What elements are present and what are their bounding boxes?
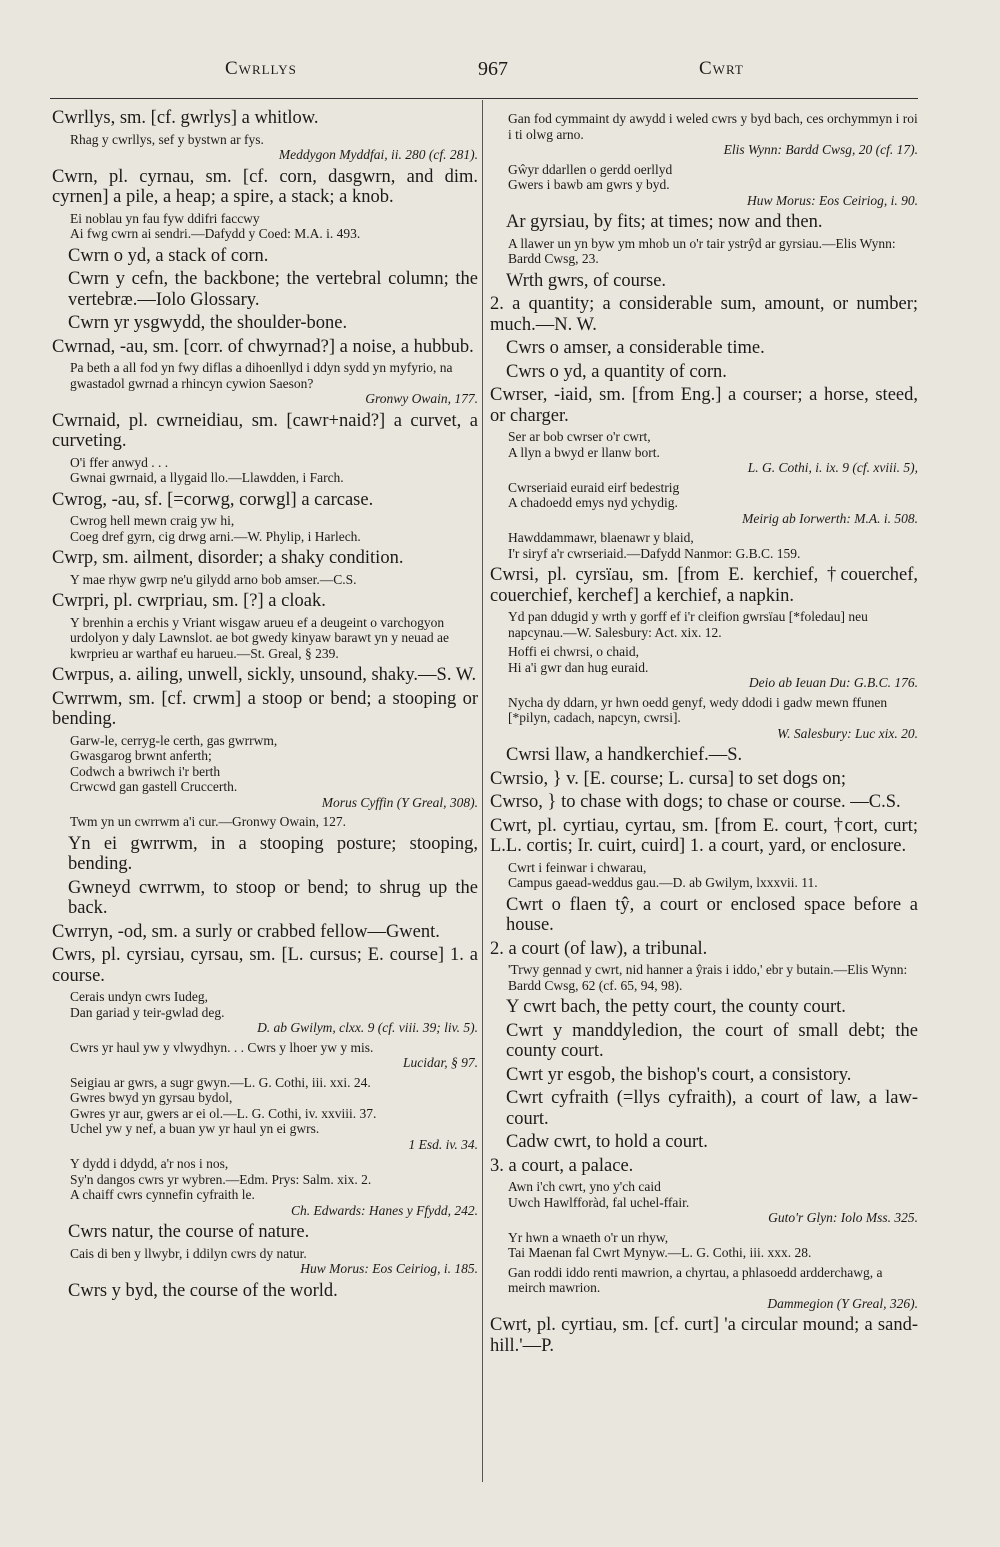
quote-line: Gwasgarog brwnt anferth; — [70, 748, 212, 763]
citation-quote — [52, 1156, 478, 1218]
quote-line: Gan fod cymmaint dy awydd i weled cwrs y byd bach, ces orchymmyn i roi i ti olwg arno. — [508, 111, 918, 142]
dictionary-entry: Cwrsi, pl. cyrsïau, sm. [from E. kerchief, †couerchef, couerchief, kerchef] a kerchief, a napkin. — [490, 565, 918, 606]
quote-line: Hi a'i gwr dan hug euraid. — [508, 659, 649, 675]
quote-line: Ser ar bob cwrser o'r cwrt, — [508, 429, 651, 444]
dictionary-entry: Cwrp, sm. ailment, disorder; a shaky condition. — [52, 548, 404, 568]
quote-line: Gan roddi iddo renti mawrion, a chyrtau, a phlasoedd ardderchawg, a meirch mawrion. — [508, 1264, 883, 1295]
quote-line: Crwcwd gan gastell Cruccerth. — [70, 779, 238, 794]
quote-line: Yr hwn a wnaeth o'r un rhyw, — [508, 1229, 669, 1245]
citation-quote — [490, 530, 918, 561]
quote-line: Campus gaead-weddus gau.—D. ab Gwilym, lxxxvii. 11. — [508, 875, 818, 890]
quote-line: Y mae rhyw gwrp ne'u gilydd arno bob amser.—C.S. — [70, 571, 357, 587]
quote-line: Cwrog hell mewn craig yw hi, — [70, 513, 235, 528]
quote-line: Cais di ben y llwybr, i ddilyn cwrs dy natur. — [70, 1245, 307, 1261]
quote-source: Meirig ab Iorwerth: M.A. i. 508. — [742, 510, 918, 526]
quote-line: Cwrs yr haul yw y vlwydhyn. . . Cwrs y lhoer yw y mis. — [70, 1039, 374, 1055]
dictionary-entry: Cwrpri, pl. cwrpriau, sm. [?] a cloak. — [52, 591, 326, 611]
citation-quote — [490, 429, 918, 476]
sub-entry: Ar gyrsiau, by fits; at times; now and then. — [506, 212, 823, 232]
citation-quote — [52, 615, 478, 662]
header-rule — [50, 98, 918, 99]
left-column — [52, 108, 478, 1488]
quote-line: A llyn a bwyd er llanw bort. — [508, 444, 660, 460]
quote-line: Gŵyr ddarllen o gerdd oerllyd — [508, 161, 673, 177]
sub-entry: Cwrt y manddyledion, the court of small debt; the county court. — [506, 1020, 918, 1061]
quote-source: Guto'r Glyn: Iolo Mss. 325. — [768, 1210, 918, 1225]
quote-line: Pa beth a all fod yn fwy diflas a dihoenllyd i ddyn sydd yn myfyrio, na gwastadol gwrnad a rhincyn cywion Saeson? — [70, 360, 453, 391]
sub-entry: Gwneyd cwrrwm, to stoop or bend; to shrug up the back. — [68, 877, 478, 918]
sub-entry: Y cwrt bach, the petty court, the county court. — [506, 997, 846, 1017]
sub-entry: Cwrt yr esgob, the bishop's court, a consistory. — [506, 1064, 852, 1085]
sub-entry: Wrth gwrs, of course. — [506, 270, 667, 291]
sub-entry: Cwrs o amser, a considerable time. — [506, 338, 765, 358]
quote-line: Garw-le, cerryg-le certh, gas gwrrwm, — [70, 732, 278, 748]
citation-quote — [52, 513, 478, 544]
column-divider — [482, 100, 483, 1482]
dictionary-entry: Cwrt, pl. cyrtiau, cyrtau, sm. [from E. court, †cort, curt; L.L. cortis; Ir. cuirt, cuird] 1. a court, yard, or enclosure. — [490, 815, 918, 856]
sub-entry: Cwrn yr ysgwydd, the shoulder-bone. — [68, 313, 348, 333]
quote-source: Dammegion (Y Greal, 326). — [767, 1295, 918, 1311]
dictionary-entry: Cwrpus, a. ailing, unwell, sickly, unsound, shaky.—S. W. — [52, 665, 477, 685]
quote-line: Twm yn un cwrrwm a'i cur.—Gronwy Owain, 127. — [70, 814, 346, 829]
quote-source: Deio ab Ieuan Du: G.B.C. 176. — [748, 675, 918, 690]
quote-line: Dan gariad y teir-gwlad deg. — [70, 1004, 225, 1020]
quote-source: Morus Cyffin (Y Greal, 308). — [321, 794, 478, 810]
quote-line: Gwnai gwrnaid, a llygaid llo.—Llawdden, i Farch. — [70, 470, 344, 485]
sub-entry: Yn ei gwrrwm, in a stooping posture; stooping, bending. — [68, 833, 478, 874]
citation-quote — [490, 1179, 918, 1226]
dictionary-entry: Cwrrwm, sm. [cf. crwm] a stoop or bend; a stooping or bending. — [52, 688, 478, 729]
citation-quote — [52, 1075, 478, 1153]
sub-entry: Cwrs natur, the course of nature. — [68, 1222, 310, 1242]
page-number: 967 — [478, 58, 508, 80]
citation-quote — [52, 814, 478, 830]
citation-quote — [490, 962, 918, 993]
quote-source: Gronwy Owain, 177. — [365, 391, 478, 406]
citation-quote — [490, 609, 918, 640]
citation-quote — [490, 695, 918, 742]
quote-line: O'i ffer anwyd . . . — [70, 454, 169, 470]
quote-line: Uwch Hawlfforàd, fal uchel-ffair. — [508, 1194, 690, 1210]
citation-quote — [490, 162, 918, 209]
citation-quote — [52, 572, 478, 588]
quote-source: Ch. Edwards: Hanes y Ffydd, 242. — [291, 1202, 478, 1218]
dictionary-entry: Cwrsio, } v. [E. course; L. cursa] to set dogs on; — [490, 768, 847, 789]
quote-line: Hawddammawr, blaenawr y blaid, — [508, 530, 694, 545]
right-column — [490, 108, 918, 1488]
citation-quote — [52, 132, 478, 163]
citation-quote — [52, 455, 478, 486]
quote-line: Gwres bwyd yn gyrsau bydol, — [70, 1090, 233, 1105]
citation-quote — [490, 480, 918, 527]
citation-quote — [490, 236, 918, 267]
quote-line: Ai fwg cwrn ai sendri.—Dafydd y Coed: M.A. i. 493. — [70, 226, 361, 241]
dictionary-entry: Cwrnaid, pl. cwrneidiau, sm. [cawr+naid?] a curvet, a curveting. — [52, 410, 478, 451]
dictionary-entry: 3. a court, a palace. — [490, 1155, 634, 1176]
sub-entry: Cadw cwrt, to hold a court. — [506, 1132, 708, 1152]
sub-entry: Cwrsi llaw, a handkerchief.—S. — [506, 745, 743, 765]
quote-line: Hoffi ei chwrsi, o chaid, — [508, 644, 639, 659]
sub-entry: Cwrs o yd, a quantity of corn. — [506, 361, 727, 382]
dictionary-entry: Cwrnad, -au, sm. [corr. of chwyrnad?] a noise, a hubbub. — [52, 336, 474, 357]
quote-line: Y brenhin a erchis y Vriant wisgaw arueu ef a deugeint o varchogyon urdolyon y daly Lawnslot. ae bot gwedy kinyaw barawt yn y neuad ae kwrprieu ar warthaf eu harueu.—St. Greal, § 239. — [70, 614, 450, 661]
quote-source: 1 Esd. iv. 34. — [408, 1136, 478, 1152]
sub-entry: Cwrt cyfraith (=llys cyfraith), a court of law, a law-court. — [506, 1088, 918, 1129]
citation-quote — [52, 211, 478, 242]
quote-line: I'r siryf a'r cwrseriaid.—Dafydd Nanmor: G.B.C. 159. — [508, 545, 801, 561]
dictionary-entry: Cwrryn, -od, sm. a surly or crabbed fellow—Gwent. — [52, 921, 440, 942]
dictionary-entry: Cwrllys, sm. [cf. gwrlys] a whitlow. — [52, 108, 319, 128]
quote-line: Cwrseriaid euraid eirf bedestrig — [508, 479, 680, 495]
quote-source: Elis Wynn: Bardd Cwsg, 20 (cf. 17). — [723, 142, 918, 157]
citation-quote — [490, 1265, 918, 1312]
quote-source: Huw Morus: Eos Ceiriog, i. 90. — [746, 192, 918, 208]
quote-line: 'Trwy gennad y cwrt, nid hanner a ŷrais i iddo,' ebr y butain.—Elis Wynn: Bardd Cwsg, 62 (cf. 65, 94, 98). — [508, 962, 908, 993]
citation-quote — [490, 644, 918, 691]
dictionary-entry: 2. a court (of law), a tribunal. — [490, 938, 708, 959]
quote-line: Tai Maenan fal Cwrt Mynyw.—L. G. Cothi, iii. xxx. 28. — [508, 1245, 812, 1260]
quote-source: W. Salesbury: Luc xix. 20. — [777, 725, 918, 741]
citation-quote — [52, 989, 478, 1036]
quote-source: L. G. Cothi, i. ix. 9 (cf. xviii. 5), — [747, 460, 918, 475]
running-head-right: Cwrt — [699, 58, 744, 79]
citation-quote — [490, 1230, 918, 1261]
quote-line: Seigiau ar gwrs, a sugr gwyn.—L. G. Cothi, iii. xxi. 24. — [70, 1074, 371, 1090]
dictionary-entry: 2. a quantity; a considerable sum, amount, or number; much.—N. W. — [490, 294, 918, 335]
running-head-left: Cwrllys — [225, 58, 297, 79]
citation-quote — [490, 860, 918, 891]
sub-entry: Cwrn y cefn, the backbone; the vertebral column; the vertebræ.—Iolo Glossary. — [68, 269, 478, 310]
quote-line: Cerais undyn cwrs Iudeg, — [70, 989, 208, 1004]
quote-line: Rhag y cwrllys, sef y bystwn ar fys. — [70, 131, 264, 147]
quote-line: A llawer un yn byw ym mhob un o'r tair ystrŷd ar gyrsiau.—Elis Wynn: Bardd Cwsg, 23. — [508, 235, 896, 266]
quote-line: A chadoedd emys nyd ychydig. — [508, 495, 678, 510]
citation-quote — [52, 1246, 478, 1277]
quote-line: Gwers i bawb am gwrs y byd. — [508, 177, 670, 192]
sub-entry: Cwrs y byd, the course of the world. — [68, 1280, 338, 1301]
dictionary-entry: Cwrog, -au, sf. [=corwg, corwgl] a carcase. — [52, 489, 374, 510]
dictionary-entry: Cwrn, pl. cyrnau, sm. [cf. corn, dasgwrn, and dim. cyrnen] a pile, a heap; a spire, a stack; a knob. — [52, 166, 478, 207]
quote-line: Gwres yr aur, gwers ar ei ol.—L. G. Cothi, iv. xxviii. 37. — [70, 1105, 377, 1121]
quote-line: A chaiff cwrs cynnefin cyfraith le. — [70, 1187, 255, 1202]
citation-quote — [52, 733, 478, 811]
quote-source: Lucidar, § 97. — [402, 1055, 478, 1070]
citation-quote — [52, 1040, 478, 1071]
quote-line: Y dydd i ddydd, a'r nos i nos, — [70, 1156, 229, 1171]
quote-line: Yd pan ddugid y wrth y gorff ef i'r cleifion gwrsïau [*foledau] neu napcynau.—W. Salesbury: Act. xix. 12. — [508, 609, 868, 640]
quote-line: Coeg dref gyrn, cig drwg arni.—W. Phylip, i Harlech. — [70, 528, 361, 544]
dictionary-entry: Cwrs, pl. cyrsiau, cyrsau, sm. [L. cursus; E. course] 1. a course. — [52, 945, 478, 986]
quote-line: Uchel yw y nef, a buan yw yr haul yn ei gwrs. — [70, 1121, 320, 1136]
citation-quote — [490, 111, 918, 158]
dictionary-entry: Cwrser, -iaid, sm. [from Eng.] a courser; a horse, steed, or charger. — [490, 385, 918, 426]
sub-entry: Cwrt o flaen tŷ, a court or enclosed space before a house. — [506, 894, 918, 935]
quote-line: Awn i'ch cwrt, yno y'ch caid — [508, 1179, 661, 1194]
quote-source: D. ab Gwilym, clxx. 9 (cf. viii. 39; liv. 5). — [257, 1020, 478, 1035]
quote-line: Cwrt i feinwar i chwarau, — [508, 859, 647, 875]
quote-line: Nycha dy ddarn, yr hwn oedd genyf, wedy ddodi i gadw mewn ffunen [*pilyn, cadach, napcyn, cwrsi]. — [508, 694, 888, 725]
quote-line: Codwch a bwriwch i'r berth — [70, 763, 221, 779]
dictionary-entry: Cwrso, } to chase with dogs; to chase or course. —C.S. — [490, 792, 901, 812]
citation-quote — [52, 360, 478, 407]
sub-entry: Cwrn o yd, a stack of corn. — [68, 245, 269, 266]
quote-line: Ei noblau yn fau fyw ddifri faccwy — [70, 210, 260, 226]
quote-line: Sy'n dangos cwrs yr wybren.—Edm. Prys: Salm. xix. 2. — [70, 1171, 372, 1187]
quote-source: Meddygon Myddfai, ii. 280 (cf. 281). — [278, 147, 478, 162]
quote-source: Huw Morus: Eos Ceiriog, i. 185. — [300, 1261, 478, 1276]
dictionary-entry: Cwrt, pl. cyrtiau, sm. [cf. curt] 'a circular mound; a sand-hill.'—P. — [490, 1315, 918, 1356]
